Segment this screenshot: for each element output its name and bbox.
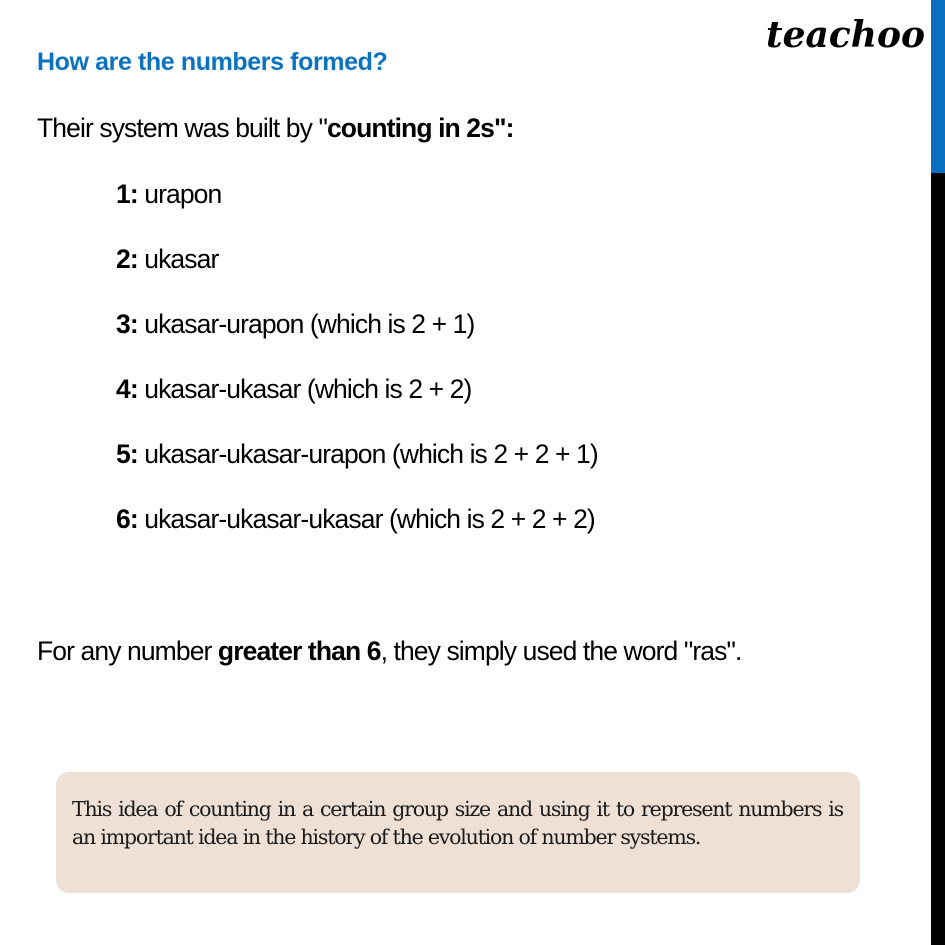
list-text: ukasar [137,244,219,274]
list-text: ukasar-ukasar-ukasar (which is 2 + 2 + 2) [137,504,595,534]
list-text: ukasar-urapon (which is 2 + 1) [137,309,475,339]
list-item-4 [116,374,471,405]
list-item-3 [116,309,474,340]
list-text: urapon [137,179,222,209]
conclusion-suffix: , they simply used the word "ras". [380,636,742,666]
list-number: 4: [116,374,138,404]
intro-line [37,113,514,144]
list-item-5 [116,439,598,470]
list-number: 2: [116,244,138,274]
list-number: 1: [116,179,138,209]
intro-bold: counting in 2s": [326,113,514,143]
list-number: 6: [116,504,138,534]
list-number: 3: [116,309,138,339]
list-text: ukasar-ukasar (which is 2 + 2) [137,374,472,404]
note-text: This idea of counting in a certain group size and using it to represent numbers is an important idea in the history of the evolution of number systems. [72,797,843,849]
side-bar [931,0,945,945]
list-text: ukasar-ukasar-urapon (which is 2 + 2 + 1) [137,439,598,469]
section-heading: How are the numbers formed? [37,48,388,76]
intro-prefix: Their system was built by " [37,113,327,143]
conclusion-line [37,636,741,667]
list-item-6 [116,504,595,535]
conclusion-bold: greater than 6 [217,636,381,666]
conclusion-prefix: For any number [37,636,218,666]
side-bar-accent [931,0,945,173]
list-item-2 [116,244,218,275]
note-box [56,772,860,893]
list-number: 5: [116,439,138,469]
list-item-1 [116,179,221,210]
teachoo-logo: teachoo [766,14,925,56]
